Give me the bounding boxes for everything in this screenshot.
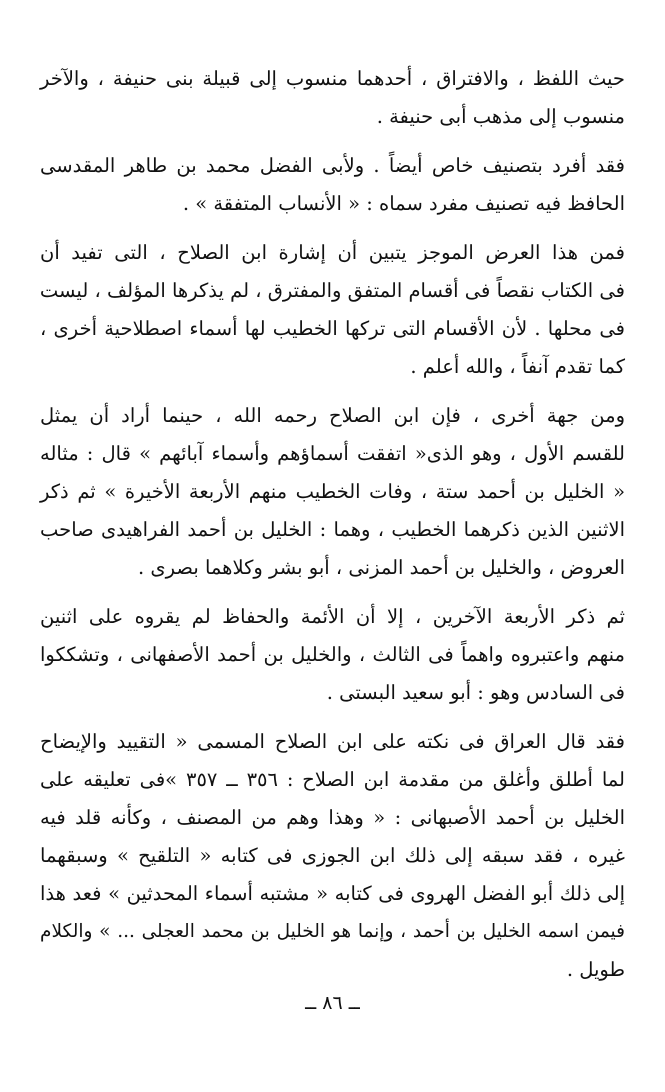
text-line: حيث اللفظ ، والافتراق ، أحدهما منسوب إلى قبيلة بنى حنيفة ، والآخر	[40, 67, 625, 90]
text-line: للقسم الأول ، وهو الذى« اتفقت أسماؤهم وأسماء آبائهم » قال : مثاله	[40, 442, 625, 465]
text-line: ثم ذكر الأربعة الآخرين ، إلا أن الأئمة والحفاظ لم يقروه على اثنين	[40, 605, 625, 628]
text-line: منهم واعتبروه واهماً فى الثالث ، والخليل بن أحمد الأصفهانى ، وتشككوا	[40, 643, 625, 666]
text-line: إلى ذلك أبو الفضل الهروى فى كتابه « مشتبه أسماء المحدثين » فعد هذا	[40, 882, 625, 905]
text-line: منسوب إلى مذهب أبى حنيفة .	[376, 105, 625, 128]
text-line: الاثنين الذين ذكرهما الخطيب ، وهما : الخليل بن أحمد الفراهيدى صاحب	[40, 518, 625, 541]
text-line: ومن جهة أخرى ، فإن ابن الصلاح رحمه الله ، حينما أراد أن يمثل	[40, 404, 625, 427]
text-line: فقد أفرد بتصنيف خاص أيضاً . ولأبى الفضل محمد بن طاهر المقدسى	[40, 154, 625, 177]
text-line: فى السادس وهو : أبو سعيد البستى .	[326, 681, 625, 704]
text-line: فمن هذا العرض الموجز يتبين أن إشارة ابن الصلاح ، التى تفيد أن	[40, 241, 625, 264]
text-line: طويل .	[566, 958, 625, 981]
paragraph-3	[40, 234, 625, 386]
text-line: فى محلها . لأن الأقسام التى تركها الخطيب لها أسماء اصطلاحية أخرى ،	[40, 317, 625, 340]
paragraph-6	[40, 723, 625, 989]
text-line: لما أطلق وأغلق من مقدمة ابن الصلاح : ٣٥٦ ــ ٣٥٧ »فى تعليقه على	[40, 768, 625, 791]
paragraph-2	[40, 147, 625, 223]
paragraph-1	[40, 60, 625, 136]
text-line: غيره ، فقد سبقه إلى ذلك ابن الجوزى فى كتابه « التلقيح » وسبقهما	[40, 844, 625, 867]
page-number: ــ ٨٦ ــ	[305, 992, 360, 1014]
page-body	[40, 60, 625, 1040]
text-line: فى الكتاب نقصاً فى أقسام المتفق والمفترق ، لم يذكرها المؤلف ، ليست	[39, 279, 625, 302]
text-line: الحافظ فيه تصنيف مفرد سماه : « الأنساب المتفقة » .	[182, 192, 625, 215]
text-line: « الخليل بن أحمد ستة ، وفات الخطيب منهم الأربعة الأخيرة » ثم ذكر	[40, 480, 625, 503]
text-line: الخليل بن أحمد الأصبهانى : « وهذا وهم من المصنف ، وكأنه قلد فيه	[40, 806, 625, 829]
text-line: كما تقدم آنفاً ، والله أعلم .	[410, 355, 625, 378]
text-line: فيمن اسمه الخليل بن أحمد ، وإنما هو الخليل بن محمد العجلى ... » والكلام	[40, 921, 625, 942]
paragraph-5	[40, 598, 625, 712]
text-line: فقد قال العراق فى نكته على ابن الصلاح المسمى « التقييد والإيضاح	[40, 730, 625, 753]
paragraph-4	[40, 397, 625, 587]
text-line: العروض ، والخليل بن أحمد المزنى ، أبو بشر وكلاهما بصرى .	[138, 556, 625, 579]
